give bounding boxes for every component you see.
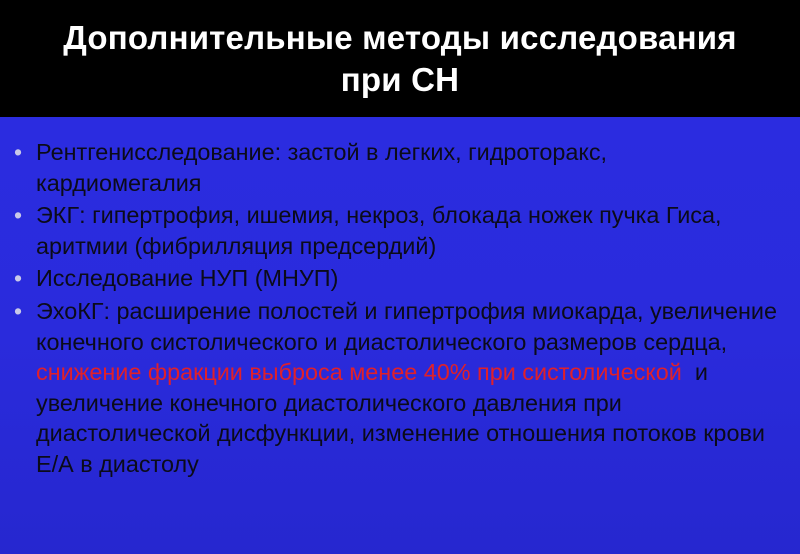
list-item-text: Исследование НУП (МНУП) bbox=[36, 265, 339, 292]
list-item bbox=[12, 200, 778, 261]
bullet-icon: • bbox=[14, 297, 23, 324]
highlighted-text: снижение фракции выброса менее 40% при систолической bbox=[36, 359, 682, 386]
slide-title-line1: Дополнительные методы исследования bbox=[63, 18, 737, 56]
list-item-text-after: и увеличение конечного диастолического давления при диастолической дисфункции, изменение отношения потоков крови Е/А в диастолу bbox=[36, 359, 772, 477]
list-item bbox=[12, 296, 778, 480]
bullet-icon: • bbox=[14, 139, 23, 165]
bullet-list bbox=[12, 137, 778, 480]
slide-title bbox=[63, 17, 736, 101]
list-item bbox=[12, 263, 778, 294]
bullet-icon: • bbox=[14, 265, 23, 292]
list-item-text-before: ЭхоКГ: расширение полостей и гипертрофия миокарда, увеличение конечного систолического и диастолического размеров сердца, bbox=[36, 297, 777, 355]
list-item bbox=[12, 137, 778, 198]
bullet-icon: • bbox=[14, 202, 23, 229]
content-area bbox=[0, 117, 800, 554]
list-item-text: ЭКГ: гипертрофия, ишемия, некроз, блокада ножек пучка Гиса, аритмии (фибрилляция предсердий) bbox=[36, 202, 722, 259]
slide-title-line2: при СН bbox=[340, 60, 460, 98]
title-bar bbox=[0, 0, 800, 117]
list-item-text: Рентгенисследование: застой в легких, гидроторакс, кардиомегалия bbox=[36, 139, 608, 196]
